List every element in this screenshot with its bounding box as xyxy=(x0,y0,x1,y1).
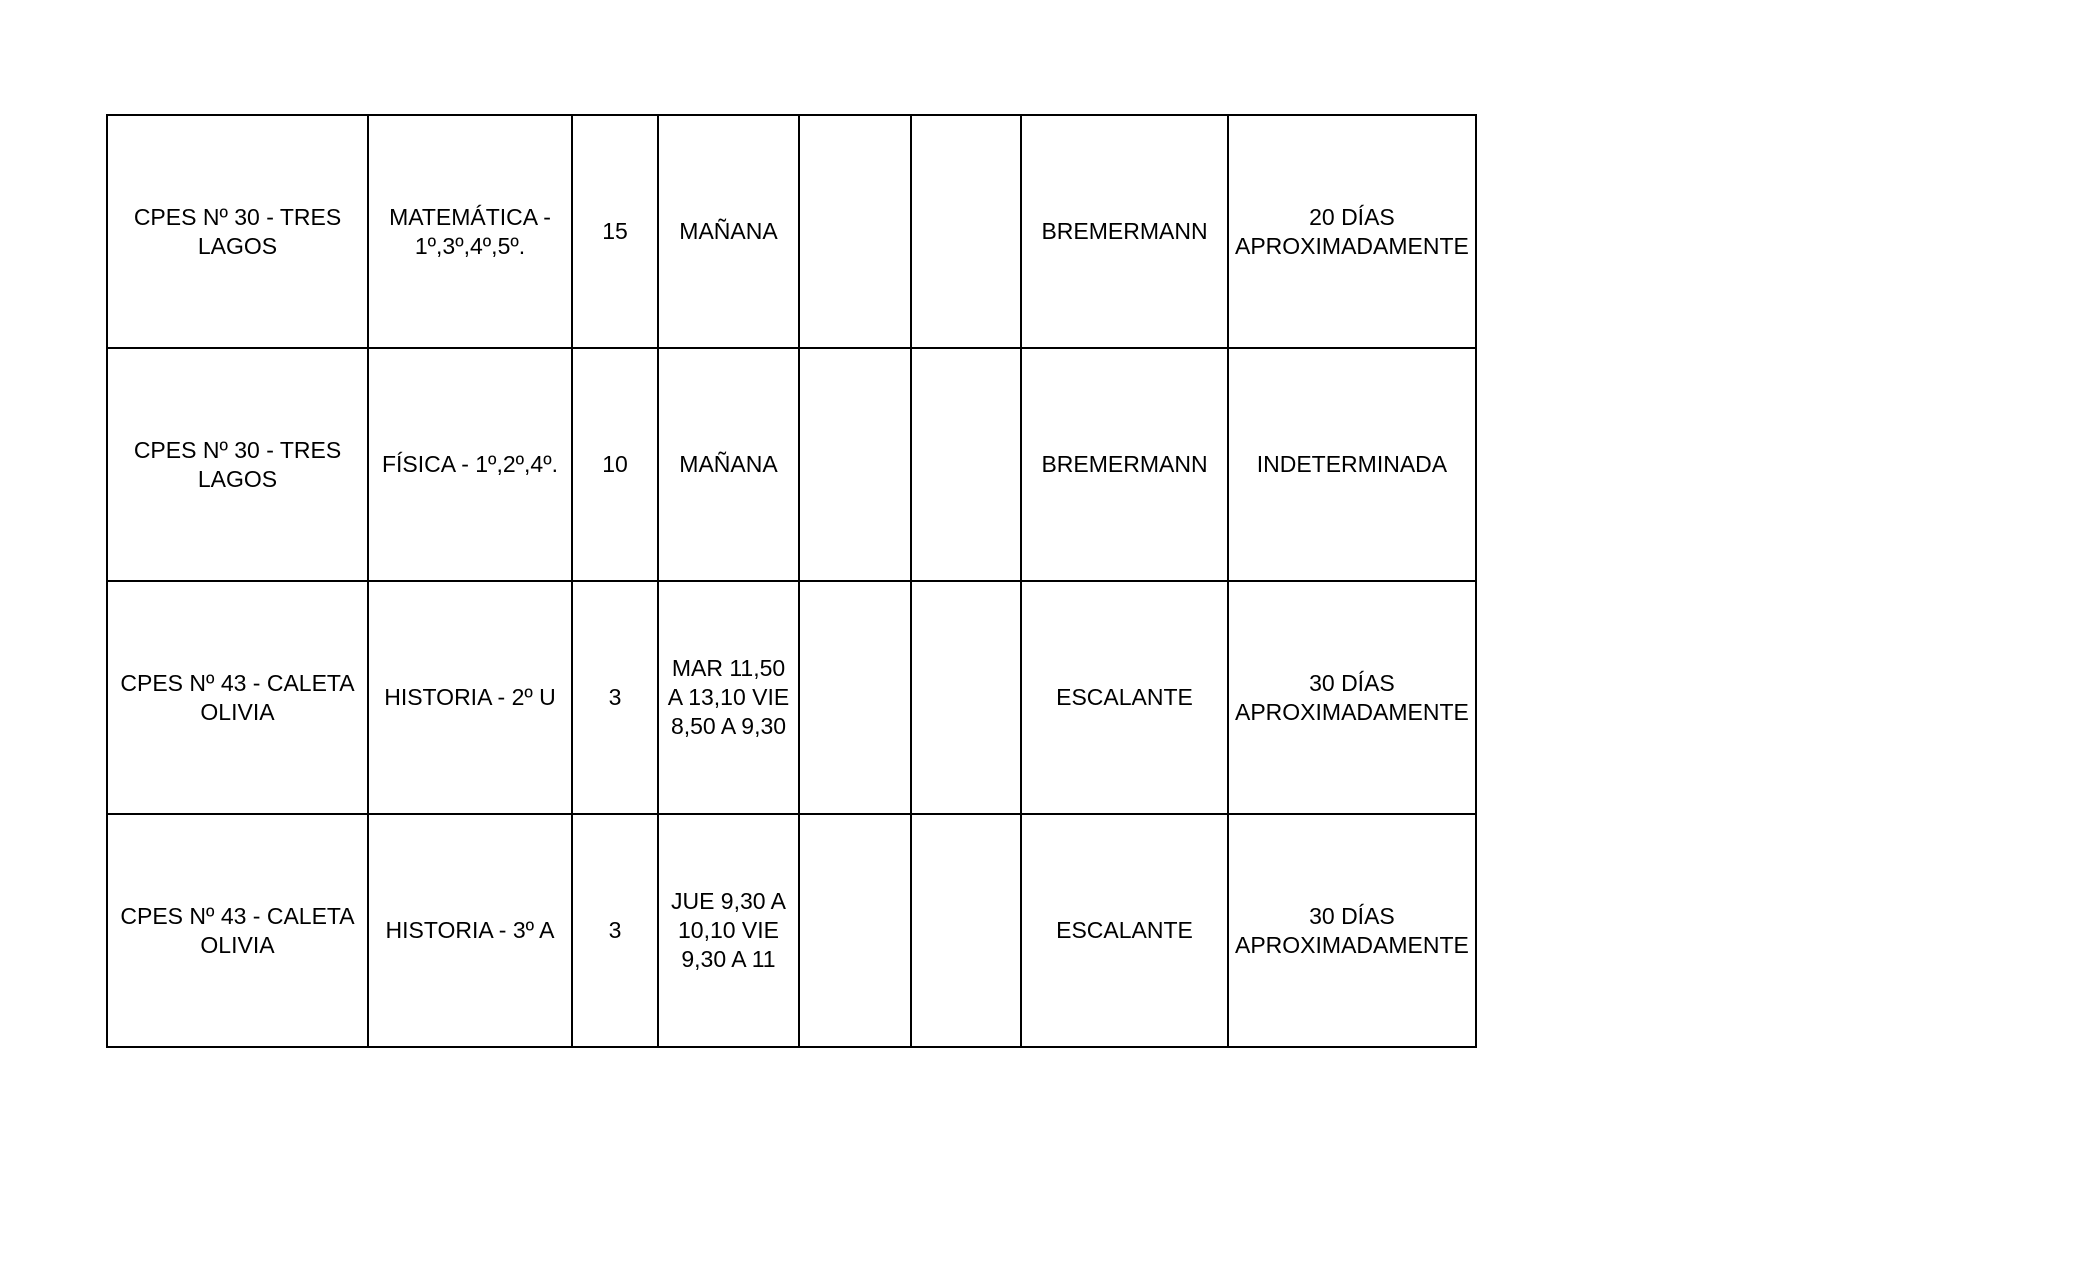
school-cell: CPES Nº 43 - CALETA OLIVIA xyxy=(107,814,368,1047)
duration-cell: INDETERMINADA xyxy=(1228,348,1476,581)
empty-cell xyxy=(799,814,911,1047)
vacancies-table xyxy=(106,114,1477,1048)
table-row xyxy=(107,581,1476,814)
empty-cell xyxy=(799,581,911,814)
table-row xyxy=(107,814,1476,1047)
school-cell: CPES Nº 30 - TRES LAGOS xyxy=(107,115,368,348)
hours-cell: 10 xyxy=(572,348,658,581)
teacher-cell: BREMERMANN xyxy=(1021,348,1228,581)
subject-cell: HISTORIA - 3º A xyxy=(368,814,572,1047)
teacher-cell: ESCALANTE xyxy=(1021,814,1228,1047)
schedule-cell: MAÑANA xyxy=(658,115,799,348)
empty-cell xyxy=(911,814,1021,1047)
empty-cell xyxy=(799,348,911,581)
duration-cell: 20 DÍAS APROXIMADAMENTE xyxy=(1228,115,1476,348)
duration-cell: 30 DÍAS APROXIMADAMENTE xyxy=(1228,581,1476,814)
schedule-cell: MAR 11,50 A 13,10 VIE 8,50 A 9,30 xyxy=(658,581,799,814)
empty-cell xyxy=(799,115,911,348)
hours-cell: 3 xyxy=(572,814,658,1047)
empty-cell xyxy=(911,348,1021,581)
table-row xyxy=(107,115,1476,348)
schedule-cell: MAÑANA xyxy=(658,348,799,581)
duration-cell: 30 DÍAS APROXIMADAMENTE xyxy=(1228,814,1476,1047)
table-row xyxy=(107,348,1476,581)
school-cell: CPES Nº 30 - TRES LAGOS xyxy=(107,348,368,581)
school-cell: CPES Nº 43 - CALETA OLIVIA xyxy=(107,581,368,814)
subject-cell: MATEMÁTICA - 1º,3º,4º,5º. xyxy=(368,115,572,348)
empty-cell xyxy=(911,581,1021,814)
hours-cell: 3 xyxy=(572,581,658,814)
subject-cell: HISTORIA - 2º U xyxy=(368,581,572,814)
hours-cell: 15 xyxy=(572,115,658,348)
empty-cell xyxy=(911,115,1021,348)
teacher-cell: ESCALANTE xyxy=(1021,581,1228,814)
teacher-cell: BREMERMANN xyxy=(1021,115,1228,348)
schedule-cell: JUE 9,30 A 10,10 VIE 9,30 A 11 xyxy=(658,814,799,1047)
subject-cell: FÍSICA - 1º,2º,4º. xyxy=(368,348,572,581)
